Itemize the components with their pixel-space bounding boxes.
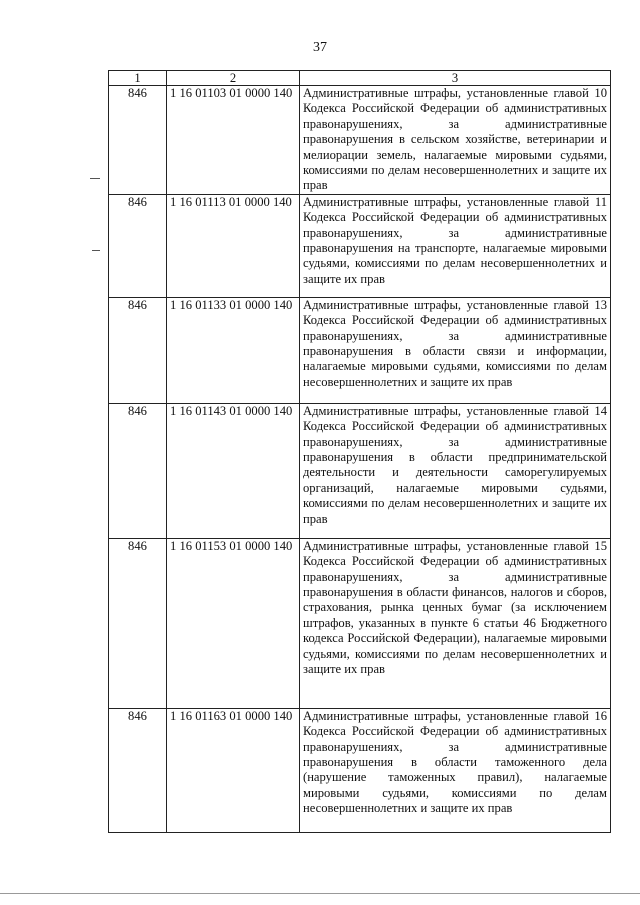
admin-code-cell: 846 xyxy=(109,86,167,195)
header-row xyxy=(109,71,611,86)
header-col-3: 3 xyxy=(300,71,611,86)
scan-artifact-line xyxy=(92,250,100,251)
kbk-code-cell: 1 16 01113 01 0000 140 xyxy=(167,194,300,297)
admin-code-cell: 846 xyxy=(109,403,167,538)
kbk-code-cell: 1 16 01163 01 0000 140 xyxy=(167,708,300,832)
description-cell xyxy=(300,86,611,195)
description-cell xyxy=(300,403,611,538)
description-text: Административные штрафы, установленные главой 13 Кодекса Российской Федерации об административных правонарушениях, за административные правонарушения в области связи и информации, налагаемые мировыми судьями, комиссиями по делам несовершеннолетних и защите их прав xyxy=(303,297,607,389)
header-col-1: 1 xyxy=(109,71,167,86)
description-cell xyxy=(300,194,611,297)
table-row xyxy=(109,708,611,832)
table-header xyxy=(109,71,611,86)
description-cell xyxy=(300,708,611,832)
description-text: Административные штрафы, установленные главой 15 Кодекса Российской Федерации об административных правонарушениях, за административные правонарушения в области финансов, налогов и сборов, страхования, рынка ценных бумаг (за исключением штрафов, указанных в пункте 6 статьи 46 Бюджетного кодекса Российской Федерации), налагаемые мировыми судьями, комиссиями по делам несовершеннолетних и защите их прав xyxy=(303,538,607,677)
kbk-code-cell: 1 16 01153 01 0000 140 xyxy=(167,538,300,708)
description-cell xyxy=(300,297,611,403)
admin-code-cell: 846 xyxy=(109,708,167,832)
description-text: Административные штрафы, установленные главой 10 Кодекса Российской Федерации об административных правонарушениях, за административные правонарушения в сельском хозяйстве, ветеринарии и мелиорации земель, налагаемые мировыми судьями, комиссиями по делам несовершеннолетних и защите их прав xyxy=(303,86,607,193)
table-row xyxy=(109,297,611,403)
scan-artifact-line xyxy=(90,178,100,179)
kbk-code-cell: 1 16 01103 01 0000 140 xyxy=(167,86,300,195)
header-col-2: 2 xyxy=(167,71,300,86)
table-row xyxy=(109,403,611,538)
admin-code-cell: 846 xyxy=(109,194,167,297)
description-text: Административные штрафы, установленные главой 14 Кодекса Российской Федерации об административных правонарушениях, за административные правонарушения в области предпринимательской деятельности и деятельности саморегулируемых организаций, налагаемые мировыми судьями, комиссиями по делам несовершеннолетних и защите их прав xyxy=(303,403,607,526)
table-row xyxy=(109,86,611,195)
description-text: Административные штрафы, установленные главой 11 Кодекса Российской Федерации об административных правонарушениях, за административные правонарушения на транспорте, налагаемые мировыми судьями, комиссиями по делам несовершеннолетних и защите их прав xyxy=(303,194,607,286)
scan-artifact-line xyxy=(0,893,640,894)
kbk-code-cell: 1 16 01133 01 0000 140 xyxy=(167,297,300,403)
description-text: Административные штрафы, установленные главой 16 Кодекса Российской Федерации об административных правонарушениях, за административные правонарушения в области таможенного дела (нарушение таможенных правил), налагаемые мировыми судьями, комиссиями по делам несовершеннолетних и защите их прав xyxy=(303,708,607,816)
table-row xyxy=(109,194,611,297)
table-body xyxy=(109,86,611,833)
kbk-code-cell: 1 16 01143 01 0000 140 xyxy=(167,403,300,538)
budget-codes-table xyxy=(108,70,611,833)
admin-code-cell: 846 xyxy=(109,538,167,708)
admin-code-cell: 846 xyxy=(109,297,167,403)
table-row xyxy=(109,538,611,708)
page-number: 37 xyxy=(313,40,327,55)
description-cell xyxy=(300,538,611,708)
